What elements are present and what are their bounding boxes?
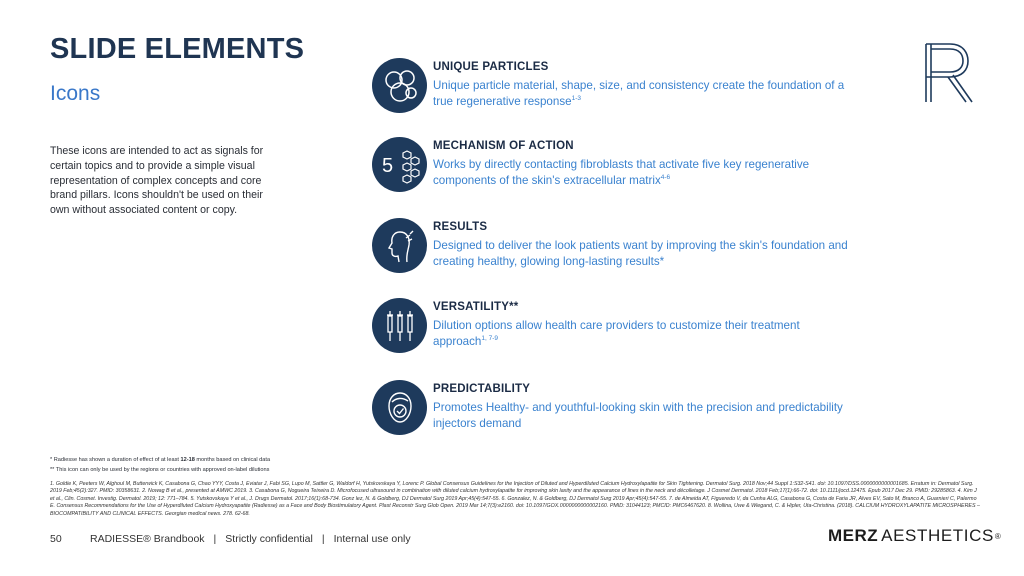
row-title: VERSATILITY** bbox=[433, 301, 519, 313]
brand-aesthetics: AESTHETICS bbox=[881, 526, 994, 545]
row-description: Works by directly contacting fibroblasts that activate five key regenerative components of the skin's extracellular matrix$^{4-6}$ bbox=[433, 158, 810, 187]
brand-registered: ® bbox=[994, 531, 1001, 541]
footer-separator: | bbox=[213, 533, 217, 545]
footnote-duration: * Radiesse has shown a duration of effect of at least 12-18 months based on clinical data bbox=[50, 457, 271, 463]
intro-text: These icons are intended to act as signals for certain topics and to provide a simple visual representation of complex concepts and core brand pillars. Icons shouldn't be used on their own without associated content or copy. bbox=[50, 145, 264, 217]
row-description: Dilution options allow health care providers to customize their treatment approach$^{1, 7-9}$ bbox=[433, 319, 800, 348]
row-description: Promotes Healthy- and youthful-looking skin with the precision and predictability injectors demand bbox=[433, 401, 843, 430]
row-title: UNIQUE PARTICLES bbox=[433, 61, 549, 73]
syringes-icon bbox=[372, 298, 427, 353]
footer-brand-doc: RADIESSE® Brandbook bbox=[90, 533, 205, 545]
row-title: MECHANISM OF ACTION bbox=[433, 140, 574, 152]
merz-aesthetics-logo bbox=[828, 524, 1001, 548]
footer bbox=[50, 533, 411, 545]
page-number: 50 bbox=[50, 533, 62, 545]
row-description: Designed to deliver the look patients want by improving the skin's foundation and creating healthy, glowing long-lasting results* bbox=[433, 239, 848, 268]
row-title: PREDICTABILITY bbox=[433, 383, 531, 395]
slide-subtitle: Icons bbox=[50, 82, 101, 105]
footer-separator: | bbox=[321, 533, 325, 545]
slide-title: SLIDE ELEMENTS bbox=[50, 33, 305, 65]
footer-confidential: Strictly confidential bbox=[225, 533, 313, 545]
footer-internal: Internal use only bbox=[333, 533, 411, 545]
brand-merz: MERZ bbox=[828, 526, 879, 545]
row-title: RESULTS bbox=[433, 221, 488, 233]
particles-icon bbox=[372, 58, 427, 113]
footnote-dilutions: ** This icon can only be used by the regions or countries with approved on-label dilutions bbox=[50, 467, 270, 473]
references: 1. Goldie K, Peeters W, Alghoul M, Butterwick K, Casabona G, Chao YYY, Costa J, Eviatar J, Fabi SG, Lupo M, Sattler G, Waldorf H, Yutskovskaya Y, Lorenc P. Global Consensus Guidelines for the Injection of Diluted and Hyperdiluted Calcium Hydroxylapatite for Skin Tightening. Dermatol Surg. 2018 Nov;44 Suppl 1:S32-S41. doi: 10.1097/DSS.0000000000001685. Erratum in: Dermatol Surg. 2019 Feb;45(2):327. PMID: 30358631. 2. Nowag B et al., presented at AMWC 2019. 3. Casabona G, Nogueira Teixeira D. Microfocused ultrasound in combination with diluted calcium hydroxylapatite for improving skin laxity and the appearance of lines in the neck and décolletage. J Cosmet Dermatol. 2018 Feb;17(1):66-72. doi: 10.1111/jocd.12475. Epub 2017 Dec 29. PMID: 29285863. 4. Kim J et al., Clin. Cosmet. Investig. Dermatol. 2019; 12: 771–784. 5. Yutskovskaya Y et al., J. Drugs Dermatol. 2017;16(1):68-734. Gonz lez, N. & Goldberg, DJ Dermatol Surg 2019 Apr;45(4):547-55. 6. Gonzalez, N. & Goldberg, DJ Dermatol Surg 2019 Apr;45(4):547-55. 7. de Almeida AT, Figueredo V, da Cunha ALG, Casabona G, Costa de Faria JR, Alves EV, Sato M, Branco A, Guarnieri C, Palermo E. Consensus Recommendations for the Use of Hyperdiluted Calcium Hydroxyapatite (Radiesse) as a Face and Body Biostimulatory Agent. Plast Reconstr Surg Glob Open. 2019 Mar 14;7(3):e2160. doi: 10.1097/GOX.0000000000002160. PMID: 31044123; PMCID: PMC6467620. 8. Wollina, Uwe & Wiegand, C. & Hipler, Uta-Christina. (2018). CALCIUM HYDROXYLAPATITE MICROSPHERES – BIOCOMPATIBILITY AND CLINICAL EFFECTS. Georgian medical news. 278. 62-68. bbox=[50, 481, 980, 517]
r-logo-mark bbox=[922, 42, 974, 104]
face-check-icon bbox=[372, 380, 427, 435]
face-profile-icon bbox=[372, 218, 427, 273]
svg-text:5: 5 bbox=[381, 154, 393, 177]
row-description: Unique particle material, shape, size, and consistency create the foundation of a true regenerative response$^{1-3}$ bbox=[433, 79, 845, 108]
five-hexagons-icon bbox=[372, 137, 427, 192]
